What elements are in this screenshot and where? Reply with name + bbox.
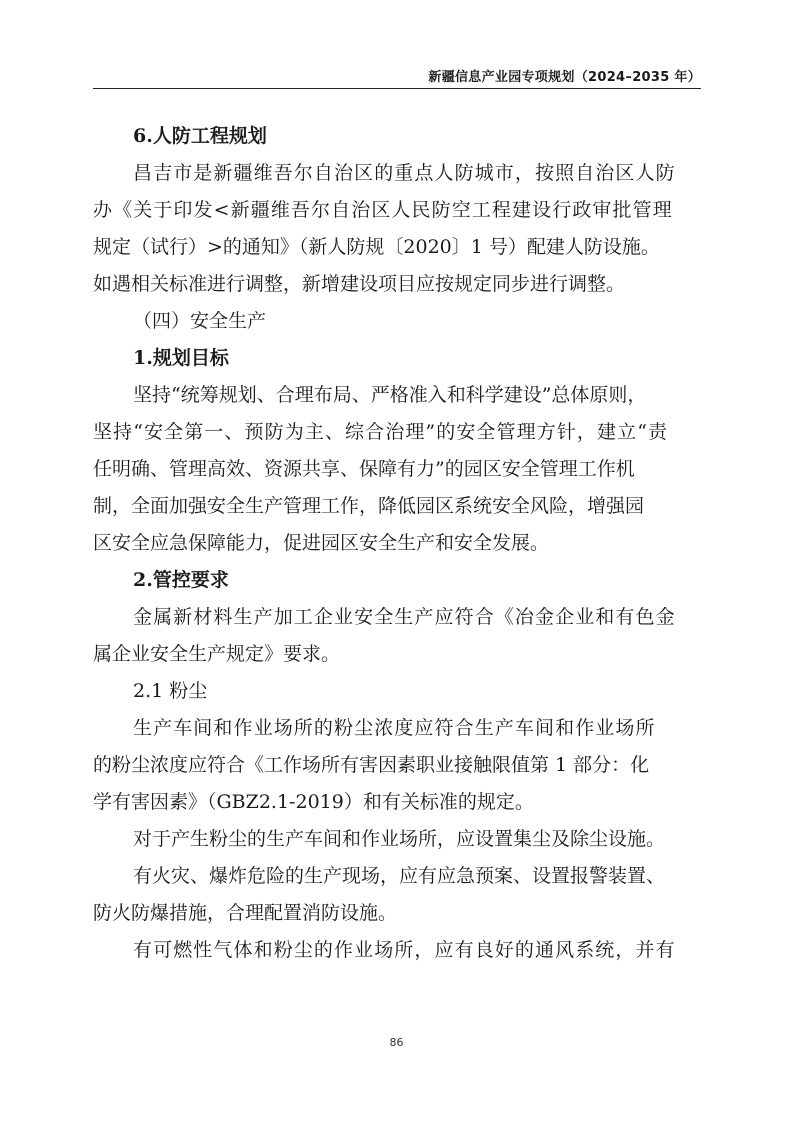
paragraph-line: 属企业安全生产规定》要求。 (93, 643, 341, 665)
paragraph-line: 学有害因素》（GBZ2.1-2019）和有关标准的规定。 (93, 791, 534, 813)
paragraph-line: 金属新材料生产加工企业安全生产应符合《冶金企业和有色金 (133, 606, 676, 628)
page-number: 86 (389, 1036, 404, 1049)
paragraph-line: 坚持“统筹规划、合理布局、严格准入和科学建设”总体原则， (133, 384, 647, 406)
paragraph-line: 防火防爆措施，合理配置消防设施。 (93, 902, 398, 924)
paragraph-line: 规定（试行）>的通知》（新人防规〔2020〕1 号）配建人防设施。 (93, 236, 660, 258)
paragraph-line: 生产车间和作业场所的粉尘浓度应符合生产车间和作业场所 (133, 717, 656, 739)
document-body (93, 118, 705, 969)
paragraph-line: 对于产生粉尘的生产车间和作业场所，应设置集尘及除尘设施。 (133, 828, 666, 850)
section-heading-safety-production: （四）安全生产 (133, 310, 267, 332)
section-heading-civil-defense: 6.人防工程规划 (133, 125, 267, 147)
subsection-heading-control-requirements: 2.管控要求 (133, 569, 229, 591)
paragraph-line: 区安全应急保障能力，促进园区安全生产和安全发展。 (93, 532, 550, 554)
paragraph-line: 任明确、管理高效、资源共享、保障有力”的园区安全管理工作机 (93, 458, 635, 480)
subsection-heading-dust: 2.1 粉尘 (133, 680, 208, 702)
paragraph-line: 有火灾、爆炸危险的生产现场，应有应急预案、设置报警装置、 (133, 865, 666, 887)
paragraph-line: 如遇相关标准进行调整，新增建设项目应按规定同步进行调整。 (93, 273, 626, 295)
paragraph-line: 坚持“安全第一、预防为主、综合治理”的安全管理方针，建立“责 (93, 421, 669, 443)
page-header (93, 62, 701, 89)
subsection-heading-planning-goals: 1.规划目标 (133, 347, 229, 369)
paragraph-line: 制，全面加强安全生产管理工作，降低园区系统安全风险，增强园 (93, 495, 645, 517)
paragraph-line: 有可燃性气体和粉尘的作业场所，应有良好的通风系统，并有 (133, 939, 676, 961)
header-title: 新疆信息产业园专项规划（2024–2035 年） (428, 70, 701, 85)
paragraph-line: 昌吉市是新疆维吾尔自治区的重点人防城市，按照自治区人防 (133, 162, 676, 184)
paragraph-line: 办《关于印发<新疆维吾尔自治区人民防空工程建设行政审批管理 (93, 199, 673, 221)
paragraph-line: 的粉尘浓度应符合《工作场所有害因素职业接触限值第 1 部分：化 (93, 754, 650, 776)
